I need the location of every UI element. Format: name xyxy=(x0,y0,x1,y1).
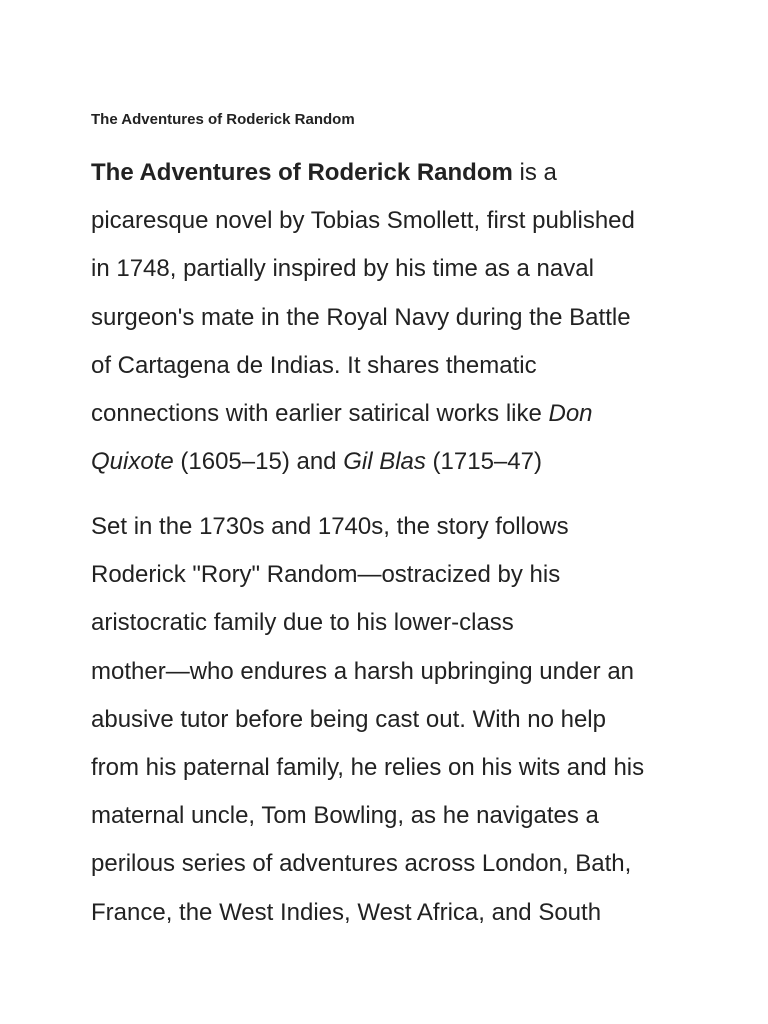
italic-work-title: Quixote xyxy=(91,448,174,476)
text-segment: (1715–47) xyxy=(425,448,542,476)
text-line: in 1748, partially inspired by his time as a naval xyxy=(91,255,594,283)
text-line xyxy=(91,438,635,486)
text-line: Roderick "Rory" Random—ostracized by his xyxy=(91,561,561,589)
text-line: of Cartagena de Indias. It shares thematic xyxy=(91,351,537,379)
text-line: Set in the 1730s and 1740s, the story follows xyxy=(91,513,569,540)
paragraph-plot xyxy=(91,503,644,937)
text-segment: connections with earlier satirical works like xyxy=(91,400,549,428)
text-line: mother—who endures a harsh upbringing under an xyxy=(91,657,635,685)
bold-title-text: The Adventures of Roderick Random xyxy=(91,159,513,186)
text-segment: is a xyxy=(512,159,557,186)
paragraph-intro xyxy=(91,149,635,486)
text-line: picaresque novel by Tobias Smollett, first published xyxy=(91,207,635,235)
text-line: aristocratic family due to his lower-class xyxy=(91,609,514,637)
text-line: surgeon's mate in the Royal Navy during the Battle xyxy=(91,303,631,331)
italic-work-title: Gil Blas xyxy=(343,448,426,476)
text-segment: (1605–15) and xyxy=(173,448,344,476)
text-line: France, the West Indies, West Africa, and South xyxy=(91,898,602,926)
text-line: abusive tutor before being cast out. With no help xyxy=(91,705,606,733)
text-line: perilous series of adventures across London, Bath, xyxy=(91,850,632,878)
document-title: The Adventures of Roderick Random xyxy=(91,111,355,128)
italic-work-title: Don xyxy=(548,400,593,428)
text-line xyxy=(91,390,635,438)
text-line: maternal uncle, Tom Bowling, as he navigates a xyxy=(91,802,599,830)
text-line xyxy=(91,149,635,197)
text-line: from his paternal family, he relies on his wits and his xyxy=(91,754,645,782)
